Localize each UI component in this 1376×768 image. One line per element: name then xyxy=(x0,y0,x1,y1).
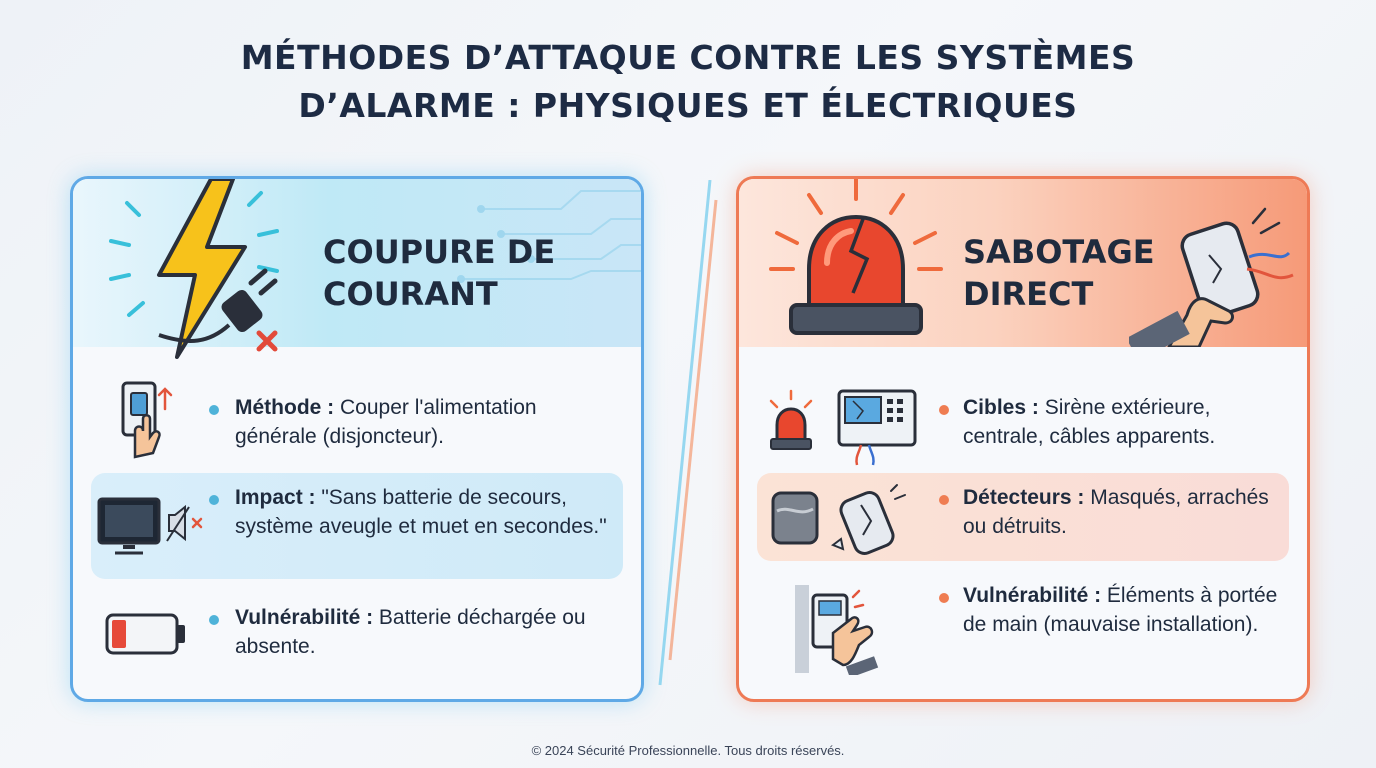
tv-muted-icon xyxy=(95,495,207,559)
direct-sabotage-card-header xyxy=(739,179,1307,347)
damaged-detectors-icon xyxy=(769,481,919,559)
bullet xyxy=(939,405,949,415)
switch-hand-icon xyxy=(117,379,177,459)
title-line-1: MÉTHODES D’ATTAQUE CONTRE LES SYSTÈMES xyxy=(240,38,1136,77)
bullet xyxy=(939,593,949,603)
targets-text: Cibles : Sirène extérieure, centrale, câbles apparents. xyxy=(963,396,1216,448)
bullet xyxy=(209,405,219,415)
footer-copyright: © 2024 Sécurité Professionnelle. Tous droits réservés. xyxy=(531,743,845,758)
broken-siren-icon xyxy=(761,176,951,343)
lightning-plug-icon xyxy=(99,176,299,361)
method-text: Méthode : Couper l'alimentation générale (disjoncteur). xyxy=(235,396,537,448)
direct-sabotage-card xyxy=(736,176,1310,702)
center-divider xyxy=(640,180,730,690)
vulnerability-text: Vulnérabilité : Batterie déchargée ou absente. xyxy=(235,606,586,658)
title-line-2: D’ALARME : PHYSIQUES ET ÉLECTRIQUES xyxy=(298,86,1078,125)
direct-sabotage-heading: SABOTAGE DIRECT xyxy=(963,233,1155,313)
impact-text: Impact : "Sans batterie de secours, système aveugle et muet en secondes." xyxy=(235,486,607,538)
low-battery-icon xyxy=(103,611,189,657)
power-cut-heading: COUPURE DE COURANT xyxy=(323,233,556,313)
power-cut-card-header xyxy=(73,179,641,347)
bullet xyxy=(939,495,949,505)
reachable-vulnerability-text: Vulnérabilité : Éléments à portée de main (mauvaise installation). xyxy=(963,584,1278,636)
power-cut-card xyxy=(70,176,644,702)
siren-control-panel-icon xyxy=(761,387,921,467)
detectors-text: Détecteurs : Masqués, arrachés ou détruits. xyxy=(963,486,1269,538)
reachable-panel-hand-icon xyxy=(793,583,889,675)
bullet xyxy=(209,615,219,625)
page-title xyxy=(0,34,1376,130)
bullet xyxy=(209,495,219,505)
